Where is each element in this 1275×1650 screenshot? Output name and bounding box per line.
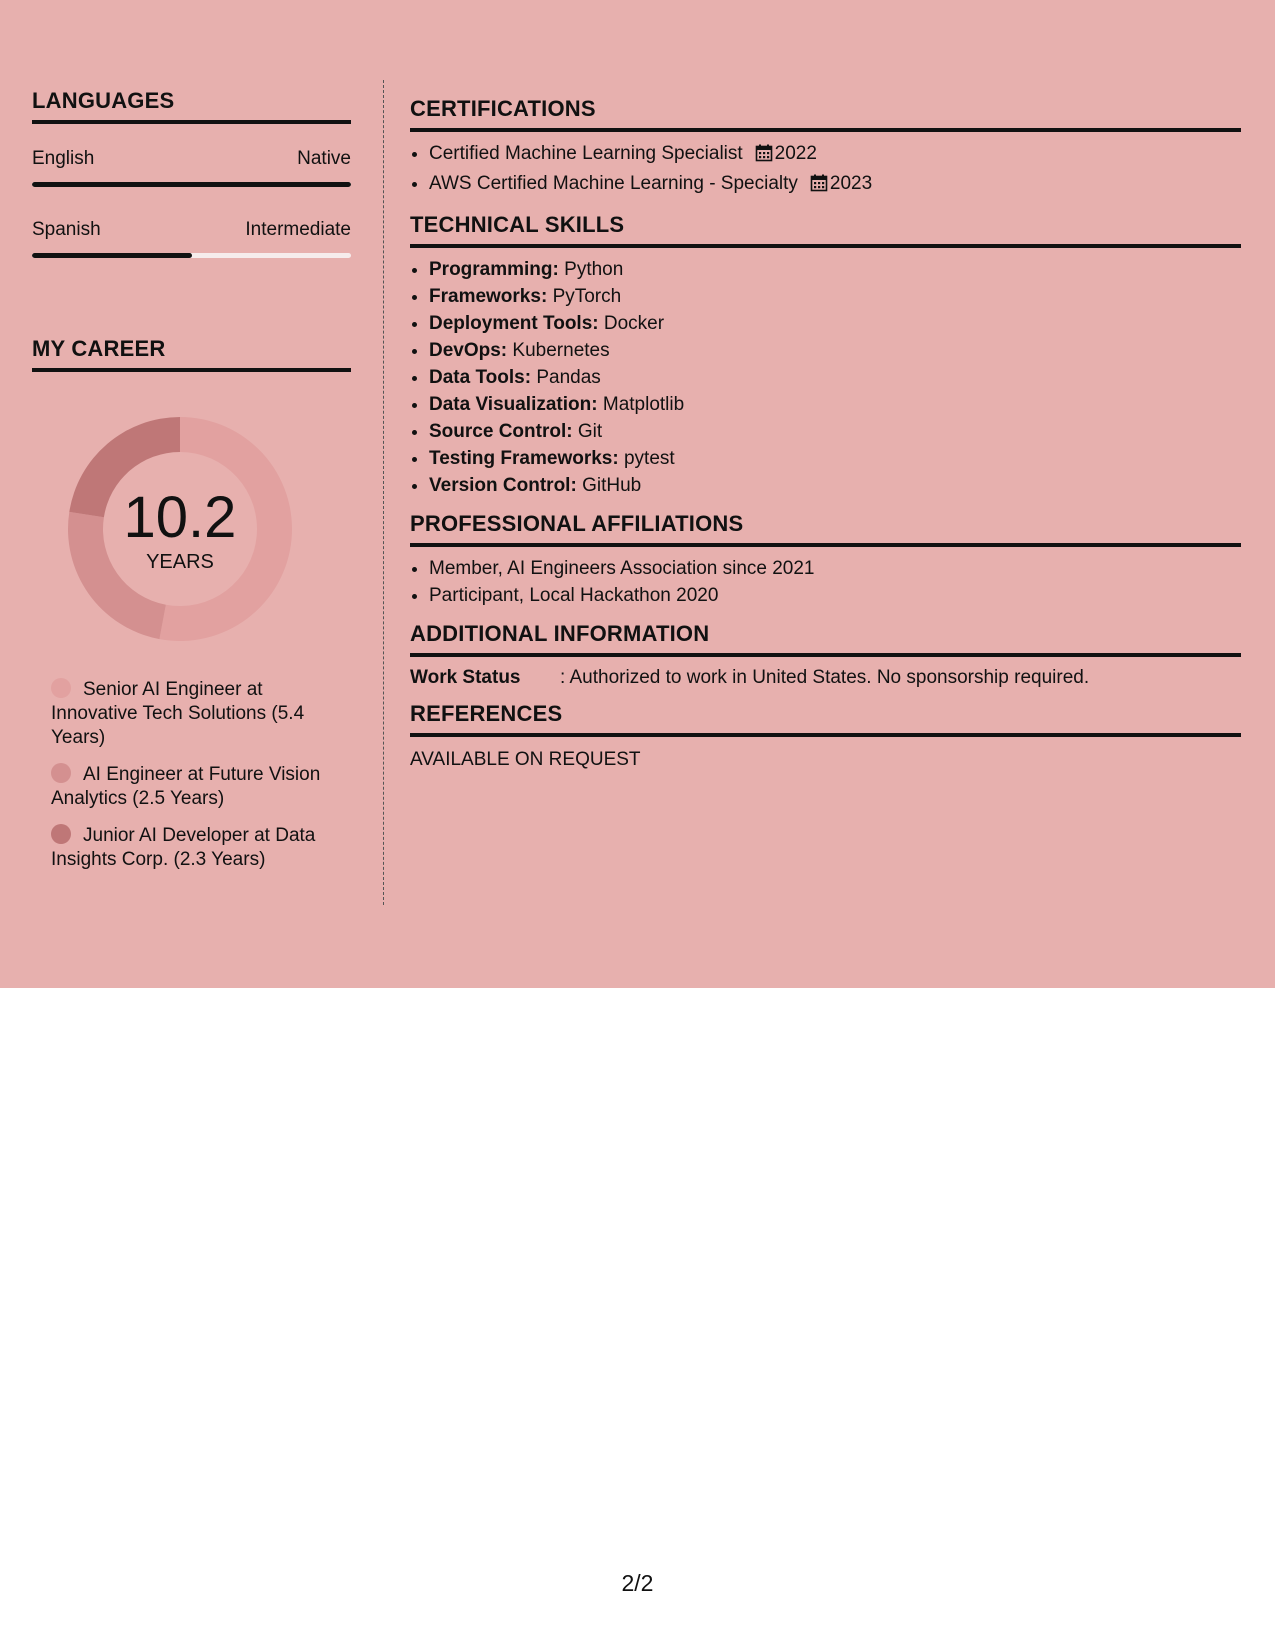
additional-info-heading: ADDITIONAL INFORMATION [410, 621, 710, 646]
skill-category: Deployment Tools: [429, 313, 599, 334]
certification-name: Certified Machine Learning Specialist [429, 143, 743, 164]
language-bar-spanish [32, 253, 351, 258]
legend-item [51, 678, 331, 750]
skill-value: Docker [603, 313, 665, 334]
donut-center-label [67, 485, 293, 574]
skill-item [429, 364, 1241, 391]
skill-category: Programming: [429, 259, 559, 280]
skill-item [429, 310, 1241, 337]
calendar-icon [810, 173, 828, 200]
certification-item [429, 140, 1241, 170]
right-column [410, 96, 1241, 783]
language-name: Spanish [32, 219, 101, 240]
certifications-section [410, 96, 1241, 200]
references-text: AVAILABLE ON REQUEST [410, 749, 641, 770]
legend-dot [51, 678, 71, 698]
legend-dot [51, 824, 71, 844]
legend-label: AI Engineer at Future Vision Analytics (2.5 Years) [51, 764, 321, 809]
certifications-list [410, 140, 1241, 200]
languages-section [32, 88, 351, 258]
heading-rule [410, 653, 1241, 657]
skill-item [429, 283, 1241, 310]
certification-name: AWS Certified Machine Learning - Specialty [429, 173, 798, 194]
left-column [32, 88, 351, 885]
skills-section [410, 212, 1241, 499]
legend-item [51, 763, 331, 811]
language-row-english [32, 148, 351, 170]
heading-rule [410, 244, 1241, 248]
page-number: 2/2 [621, 1570, 654, 1596]
skill-value: Matplotlib [602, 394, 685, 415]
legend-dot [51, 763, 71, 783]
skill-category: Source Control: [429, 421, 573, 442]
language-bar-fill [32, 182, 351, 187]
skill-value: GitHub [582, 475, 642, 496]
skill-value: PyTorch [552, 286, 622, 307]
language-row-spanish [32, 219, 351, 241]
affiliations-section [410, 511, 1241, 609]
heading-rule [410, 543, 1241, 547]
skill-value: Git [577, 421, 603, 442]
skills-heading: TECHNICAL SKILLS [410, 212, 625, 237]
career-total-years: 10.2 [123, 485, 237, 550]
career-donut-chart [67, 416, 293, 642]
heading-rule [32, 120, 351, 124]
skill-category: Version Control: [429, 475, 577, 496]
affiliation-item: • Participant, Local Hackathon 2020 [429, 582, 1241, 609]
language-bar-english [32, 182, 351, 187]
skill-category: Testing Frameworks: [429, 448, 619, 469]
heading-rule [32, 368, 351, 372]
calendar-icon [755, 143, 773, 170]
skill-item [429, 256, 1241, 283]
skills-list [410, 256, 1241, 499]
skill-category: Data Tools: [429, 367, 532, 388]
skill-category: DevOps: [429, 340, 508, 361]
career-legend [51, 678, 331, 872]
heading-rule [410, 733, 1241, 737]
work-status-row [410, 667, 1241, 689]
skill-item [429, 418, 1241, 445]
career-heading: MY CAREER [32, 336, 166, 361]
skill-value: Pandas [536, 367, 601, 388]
skill-value: pytest [623, 448, 675, 469]
certification-item [429, 170, 1241, 200]
legend-item [51, 824, 331, 872]
work-status-value: : Authorized to work in United States. No sponsorship required. [560, 667, 1090, 688]
certification-year: 2023 [829, 173, 873, 194]
skill-item [429, 391, 1241, 418]
certification-year: 2022 [774, 143, 817, 164]
skill-value: Python [564, 259, 624, 280]
certifications-heading: CERTIFICATIONS [410, 96, 596, 121]
skill-value: Kubernetes [512, 340, 610, 361]
references-heading: REFERENCES [410, 701, 563, 726]
affiliations-heading: PROFESSIONAL AFFILIATIONS [410, 511, 744, 536]
skill-item [429, 472, 1241, 499]
work-status-label: Work Status [410, 667, 521, 688]
language-level: Native [297, 148, 351, 169]
language-level: Intermediate [245, 219, 351, 240]
affiliation-item: • Member, AI Engineers Association since 2021 [429, 555, 1241, 582]
career-total-unit: YEARS [146, 551, 214, 573]
legend-label: Junior AI Developer at Data Insights Corp. (2.3 Years) [51, 825, 316, 870]
skill-category: Frameworks: [429, 286, 548, 307]
additional-info-section [410, 621, 1241, 689]
references-section [410, 701, 1241, 771]
languages-heading: LANGUAGES [32, 88, 175, 113]
heading-rule [410, 128, 1241, 132]
legend-label: Senior AI Engineer at Innovative Tech Solutions (5.4 Years) [51, 679, 305, 748]
skill-category: Data Visualization: [429, 394, 598, 415]
column-divider [383, 80, 384, 905]
affiliations-list [410, 555, 1241, 609]
language-bar-fill [32, 253, 192, 258]
skill-item [429, 445, 1241, 472]
language-name: English [32, 148, 95, 169]
skill-item [429, 337, 1241, 364]
